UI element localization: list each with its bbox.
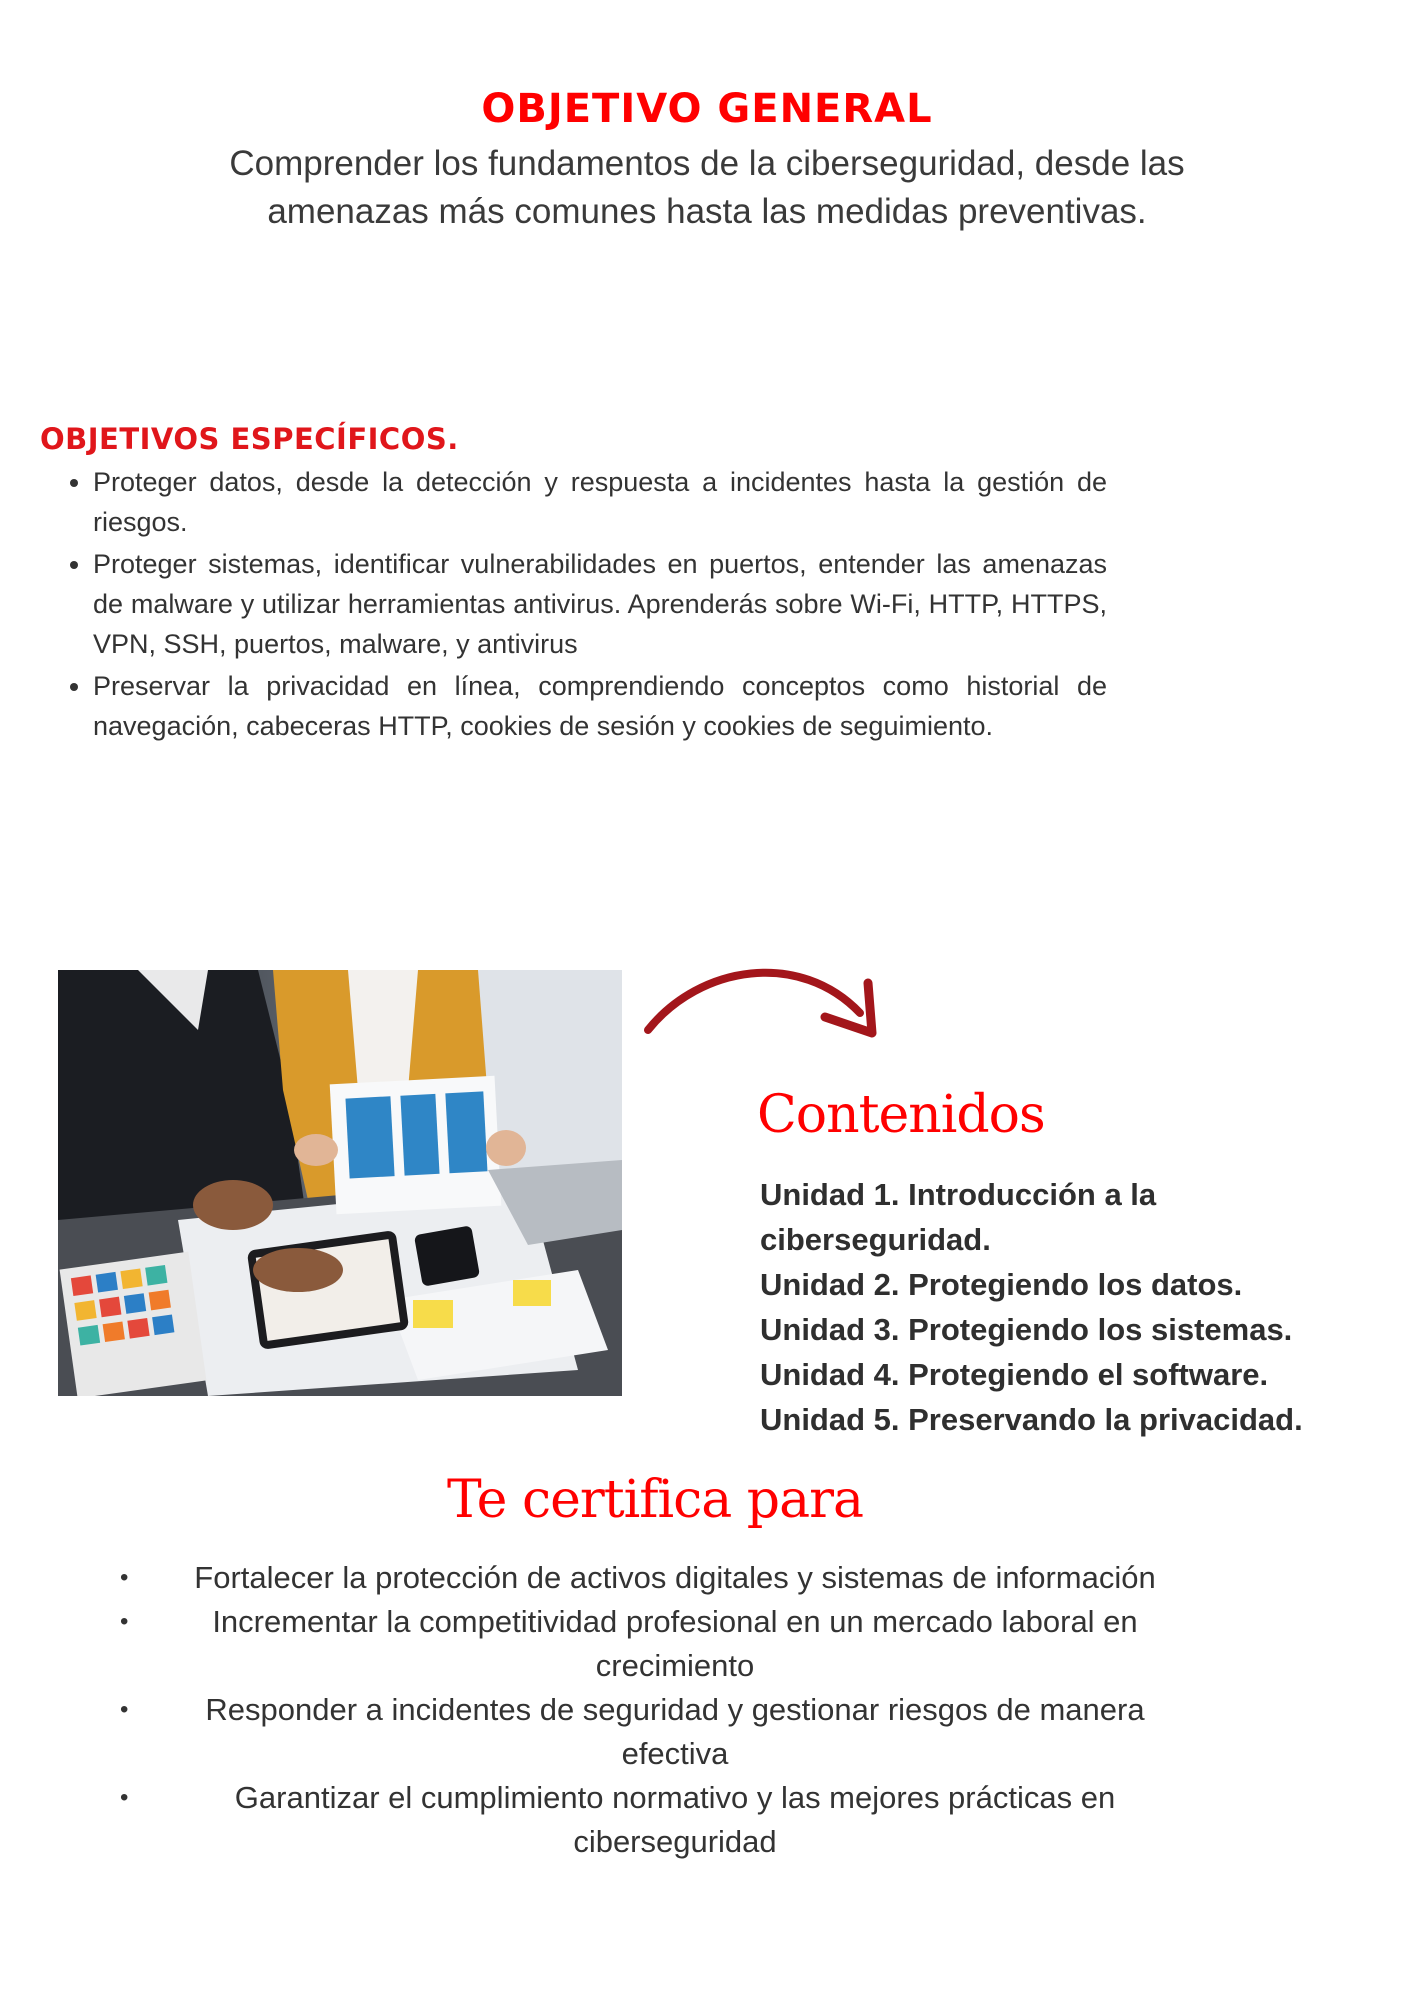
- bullet: •: [120, 1696, 129, 1723]
- objetivos-especificos-title: OBJETIVOS ESPECÍFICOS.: [40, 422, 459, 456]
- list-item: Unidad 5. Preservando la privacidad.: [760, 1402, 1303, 1437]
- list-item: Unidad 4. Protegiendo el software.: [760, 1357, 1269, 1392]
- list-item-text: Responder a incidentes de seguridad y gestionar riesgos de manera efectiva: [205, 1692, 1145, 1771]
- objetivos-especificos-list: [60, 462, 1107, 748]
- bullet: •: [120, 1564, 129, 1591]
- list-item: [120, 1600, 1250, 1688]
- list-item: [120, 1776, 1250, 1864]
- list-item: Unidad 1. Introducción a la ciberseguridad.: [760, 1177, 1157, 1257]
- list-item-text: Garantizar el cumplimiento normativo y las mejores prácticas en ciberseguridad: [234, 1780, 1116, 1859]
- contenidos-title: Contenidos: [757, 1085, 1045, 1145]
- objetivo-general-title: OBJETIVO GENERAL: [481, 86, 933, 132]
- objetivo-general-text: Comprender los fundamentos de la ciberseguridad, desde las amenazas más comunes hasta las medidas preventivas.: [229, 144, 1185, 231]
- list-item: Unidad 3. Protegiendo los sistemas.: [760, 1312, 1293, 1347]
- list-item: [120, 1556, 1250, 1600]
- certifica-title: Te certifica para: [447, 1470, 863, 1530]
- list-item: • Proteger sistemas, identificar vulnerabilidades en puertos, entender las amenazas de malware y utilizar herramientas antivirus. Aprenderás sobre Wi-Fi, HTTP, HTTPS, VPN, SSH, puertos, malware, y antivirus: [93, 544, 1107, 664]
- list-item: • Preservar la privacidad en línea, comprendiendo conceptos como historial de navegación, cabeceras HTTP, cookies de sesión y cookies de seguimiento.: [93, 666, 1107, 746]
- list-item-text: Fortalecer la protección de activos digitales y sistemas de información: [194, 1560, 1156, 1595]
- list-item: [120, 1688, 1250, 1776]
- list-item-text: Incrementar la competitividad profesional en un mercado laboral en crecimiento: [212, 1604, 1138, 1683]
- bullet: •: [120, 1608, 129, 1635]
- team-photo: [58, 970, 622, 1396]
- certifica-list: [120, 1556, 1250, 1864]
- bullet: •: [120, 1784, 129, 1811]
- curved-arrow-icon: [640, 955, 890, 1065]
- list-item: • Proteger datos, desde la detección y respuesta a incidentes hasta la gestión de riesgos.: [93, 462, 1107, 542]
- list-item: Unidad 2. Protegiendo los datos.: [760, 1267, 1243, 1302]
- contenidos-list: [760, 1172, 1303, 1442]
